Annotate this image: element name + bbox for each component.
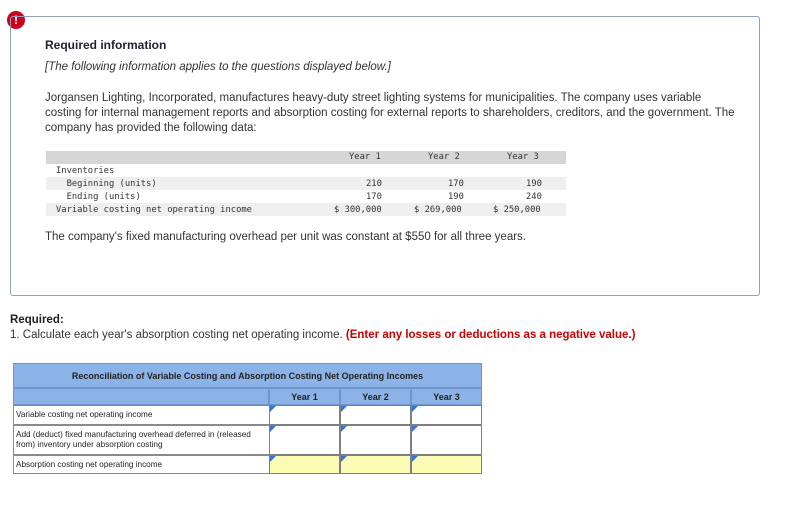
row-label-overhead-adjustment: Add (deduct) fixed manufacturing overhead deferred in (released from) inventory under absorption costing <box>13 425 269 455</box>
required-instruction: 1. Calculate each year's absorption costing net operating income. <box>10 329 343 341</box>
column-header: Year 1 <box>349 152 381 162</box>
input-variable-income-year-2[interactable] <box>340 405 411 425</box>
required-emphasis: (Enter any losses or deductions as a negative value.) <box>345 329 636 341</box>
row-label-variable-income: Variable costing net operating income <box>13 405 269 425</box>
cell-value: $ 250,000 <box>493 205 541 215</box>
column-header: Year 3 <box>507 152 539 162</box>
alert-icon: ! <box>7 11 25 29</box>
info-title: Required information <box>45 38 167 52</box>
cell-value: 190 <box>526 179 542 189</box>
info-paragraph: Jorgansen Lighting, Incorporated, manufactures heavy-duty street lighting systems for municipalities. The company uses variable costing for internal management reports and absorption costing for external reports to shareholders, creditors, and the government. The company has provided the following data: <box>45 92 735 134</box>
column-header: Year 2 <box>428 152 460 162</box>
column-header-year-2: Year 2 <box>340 388 411 405</box>
input-variable-income-year-1[interactable] <box>269 405 340 425</box>
row-label: Variable costing net operating income <box>56 205 252 215</box>
cell-value: $ 269,000 <box>414 205 462 215</box>
row-label: Ending (units) <box>56 192 141 202</box>
input-absorption-income-year-2[interactable] <box>340 455 411 474</box>
input-absorption-income-year-1[interactable] <box>269 455 340 474</box>
input-overhead-adjustment-year-2[interactable] <box>340 425 411 455</box>
cell-value: 210 <box>366 179 382 189</box>
row-label: Inventories <box>56 166 115 176</box>
input-variable-income-year-3[interactable] <box>411 405 482 425</box>
column-header-year-1: Year 1 <box>269 388 340 405</box>
cell-value: 240 <box>526 192 542 202</box>
row-label-absorption-income: Absorption costing net operating income <box>13 455 269 474</box>
info-footer: The company's fixed manufacturing overhead per unit was constant at $550 for all three years. <box>45 231 526 243</box>
cell-value: 190 <box>448 192 464 202</box>
data-table-header <box>46 151 566 164</box>
column-header-blank <box>13 388 269 405</box>
cell-value: 170 <box>366 192 382 202</box>
row-label: Beginning (units) <box>56 179 157 189</box>
reconciliation-table <box>13 363 482 474</box>
cell-value: 170 <box>448 179 464 189</box>
required-label: Required: <box>10 314 64 326</box>
input-overhead-adjustment-year-1[interactable] <box>269 425 340 455</box>
info-subtitle: [The following information applies to the questions displayed below.] <box>45 61 391 73</box>
input-absorption-income-year-3[interactable] <box>411 455 482 474</box>
input-overhead-adjustment-year-3[interactable] <box>411 425 482 455</box>
column-header-year-3: Year 3 <box>411 388 482 405</box>
cell-value: $ 300,000 <box>334 205 382 215</box>
reconciliation-title: Reconciliation of Variable Costing and Absorption Costing Net Operating Incomes <box>13 363 482 388</box>
required-text <box>10 329 635 341</box>
